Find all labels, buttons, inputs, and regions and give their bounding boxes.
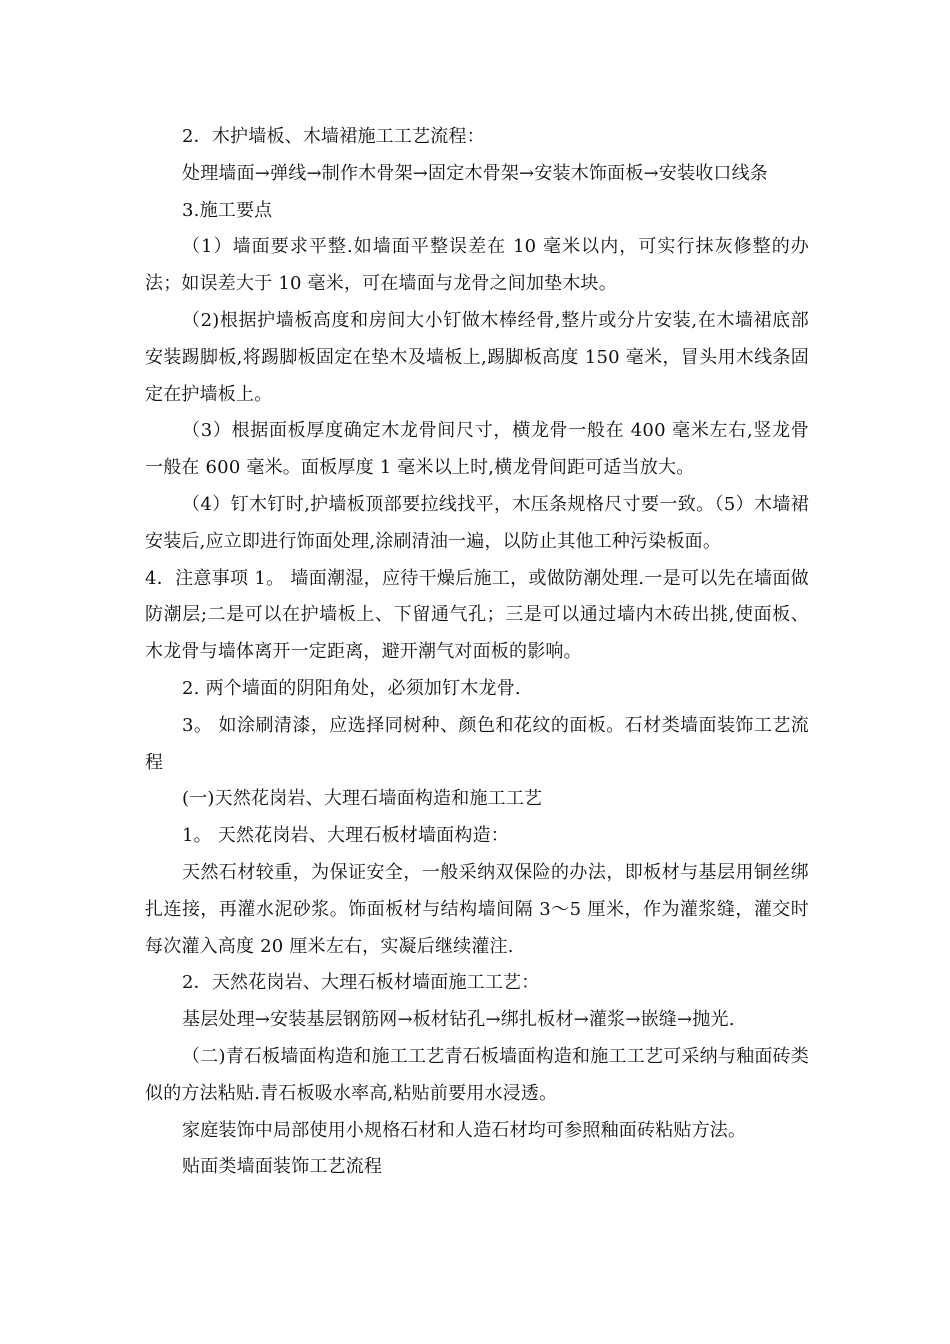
paragraph-construction-points-heading: 3.施工要点 — [182, 199, 273, 221]
paragraph-granite-process-heading: 2．天然花岗岩、大理石板材墙面施工工艺： — [182, 972, 540, 994]
paragraph-veneer-heading: 贴面类墙面装饰工艺流程 — [182, 1156, 383, 1178]
paragraph-point-4-5: （4）钉木钉时,护墙板顶部要拉线找平，木压条规格尺寸要一致。（5）木墙裙安装后,应立即进行饰面处理,涂刷清油一遍，以防止其他工种污染板面。 — [145, 493, 809, 552]
paragraph-notes-2: 2. 两个墙面的阴阳角处，必须加钉木龙骨. — [182, 677, 521, 699]
paragraph-home-decoration: 家庭装饰中局部使用小规格石材和人造石材均可参照釉面砖粘贴方法。 — [182, 1119, 747, 1141]
paragraph-granite-structure-body: 天然石材较重，为保证安全，一般采纳双保险的办法，即板材与基层用铜丝绑扎连接，再灌水泥砂浆。饰面板材与结构墙间隔 3～5 厘米，作为灌浆缝，灌交时每次灌入高度 20 厘米左右，实凝后继续灌注. — [145, 861, 809, 957]
document-body — [145, 119, 809, 1186]
paragraph-wood-panel-process-heading: 2．木护墙板、木墙裙施工工艺流程： — [182, 126, 485, 147]
paragraph-notes-1: 4．注意事项 1。 墙面潮湿，应待干燥后施工，或做防潮处理.一是可以先在墙面做防潮层;二是可以在护墙板上、下留通气孔；三是可以通过墙内木砖出挑,使面板、木龙骨与墙体离开一定距离，避开潮气对面板的影响。 — [145, 567, 809, 663]
paragraph-point-3: （3）根据面板厚度确定木龙骨间尺寸，横龙骨一般在 400 毫米左右,竖龙骨一般在 600 毫米。面板厚度 1 毫米以上时,横龙骨间距可适当放大。 — [145, 420, 809, 479]
paragraph-granite-heading: (一)天然花岗岩、大理石墙面构造和施工工艺 — [182, 788, 543, 810]
paragraph-point-2: （2)根据护墙板高度和房间大小钉做木棒经骨,整片或分片安装,在木墙裙底部安装踢脚板,将踢脚板固定在垫木及墙板上,踢脚板高度 150 毫米，冒头用木线条固定在护墙板上。 — [145, 309, 809, 405]
paragraph-wood-panel-process-steps: 处理墙面→弹线→制作木骨架→固定木骨架→安装木饰面板→安装收口线条 — [182, 162, 769, 184]
paragraph-point-1: （1）墙面要求平整.如墙面平整误差在 10 毫米以内，可实行抹灰修整的办法；如误差大于 10 毫米，可在墙面与龙骨之间加垫木块。 — [145, 236, 809, 295]
paragraph-granite-process-steps: 基层处理→安装基层钢筋网→板材钻孔→绑扎板材→灌浆→嵌缝→抛光. — [182, 1009, 735, 1031]
paragraph-notes-3: 3。 如涂刷清漆，应选择同树种、颜色和花纹的面板。石材类墙面装饰工艺流程 — [145, 714, 809, 773]
paragraph-granite-structure-heading: 1。 天然花岗岩、大理石板材墙面构造： — [182, 825, 509, 847]
paragraph-bluestone: （二)青石板墙面构造和施工工艺青石板墙面构造和施工工艺可采纳与釉面砖类似的方法粘贴.青石板吸水率高,粘贴前要用水浸透。 — [145, 1045, 809, 1104]
